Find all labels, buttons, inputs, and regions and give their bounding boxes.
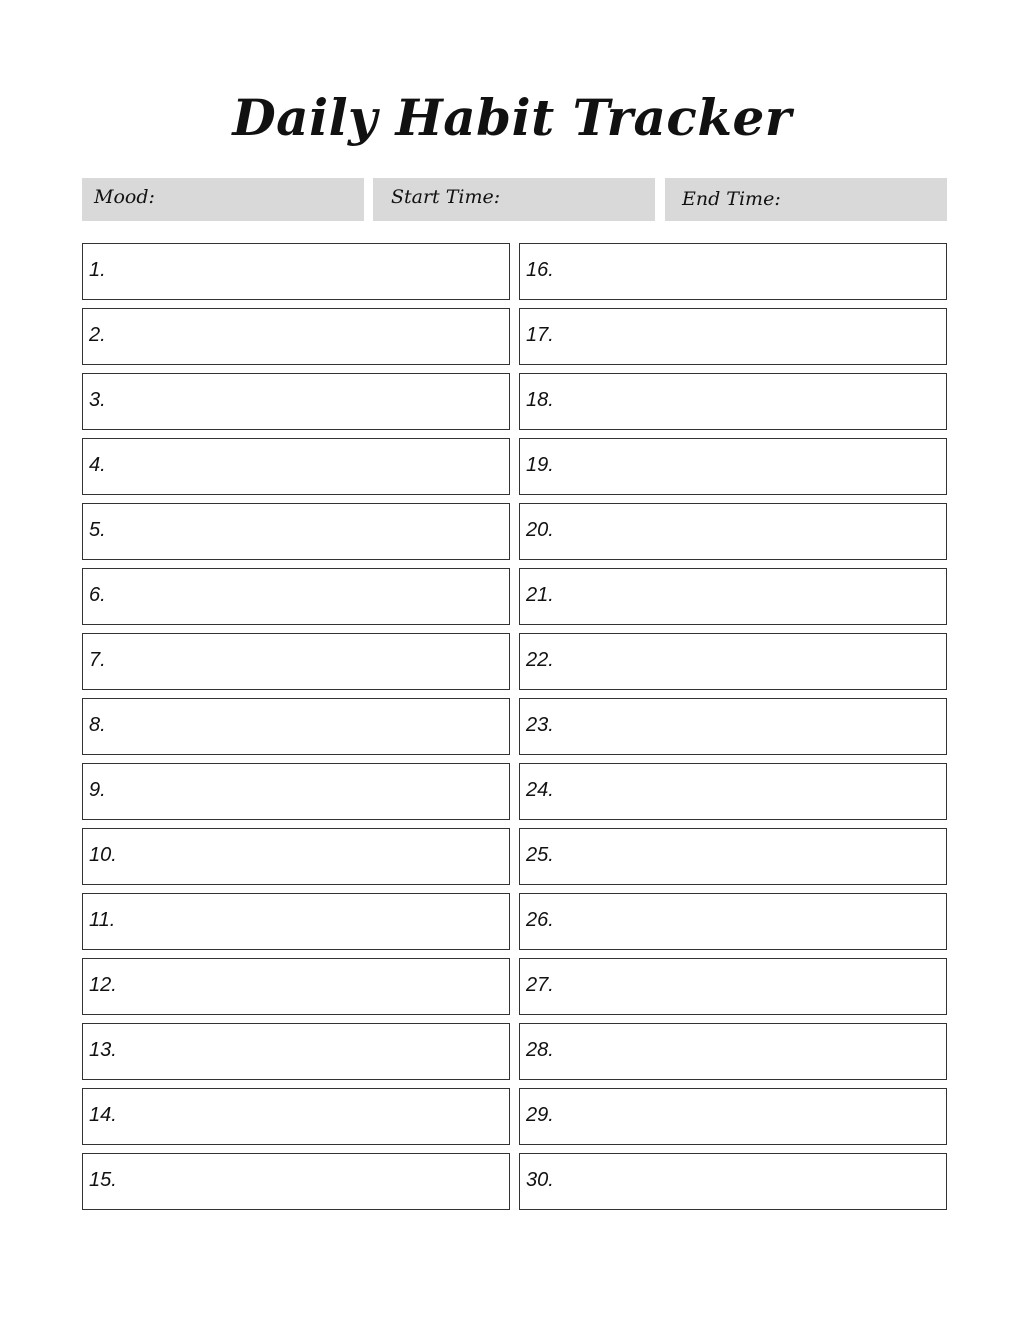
- mood-field[interactable]: [82, 178, 364, 221]
- habit-entry-box[interactable]: [82, 633, 510, 690]
- habit-entry-box[interactable]: [82, 893, 510, 950]
- habit-entry-box[interactable]: [82, 828, 510, 885]
- habit-column-right: [519, 243, 947, 1218]
- habit-number: 1.: [89, 259, 106, 281]
- habit-entry-box[interactable]: [519, 568, 947, 625]
- habit-entry-box[interactable]: [82, 1153, 510, 1210]
- habit-number: 4.: [89, 454, 106, 476]
- habit-number: 5.: [89, 519, 106, 541]
- habit-entry-box[interactable]: [519, 828, 947, 885]
- habit-number: 10.: [89, 844, 117, 866]
- habit-entry-box[interactable]: [519, 1088, 947, 1145]
- habit-number: 27.: [526, 974, 554, 996]
- habit-number: 29.: [526, 1104, 554, 1126]
- habit-entry-box[interactable]: [82, 1023, 510, 1080]
- habit-number: 8.: [89, 714, 106, 736]
- habit-number: 12.: [89, 974, 117, 996]
- habit-entry-box[interactable]: [519, 503, 947, 560]
- habit-entry-box[interactable]: [82, 698, 510, 755]
- habit-entry-box[interactable]: [519, 893, 947, 950]
- habit-number: 30.: [526, 1169, 554, 1191]
- habit-number: 24.: [526, 779, 554, 801]
- habit-column-left: [82, 243, 510, 1218]
- habit-number: 21.: [526, 584, 554, 606]
- habit-number: 14.: [89, 1104, 117, 1126]
- habit-entry-box[interactable]: [519, 243, 947, 300]
- habit-entry-box[interactable]: [82, 243, 510, 300]
- habit-number: 23.: [526, 714, 554, 736]
- habit-number: 19.: [526, 454, 554, 476]
- habit-entry-box[interactable]: [82, 568, 510, 625]
- habit-entry-box[interactable]: [82, 958, 510, 1015]
- habit-number: 13.: [89, 1039, 117, 1061]
- habit-number: 25.: [526, 844, 554, 866]
- end-time-label: End Time:: [682, 188, 781, 210]
- habit-number: 7.: [89, 649, 106, 671]
- habit-entry-box[interactable]: [519, 958, 947, 1015]
- habit-number: 11.: [89, 909, 116, 931]
- habit-entry-box[interactable]: [519, 698, 947, 755]
- end-time-field[interactable]: [665, 178, 947, 221]
- habit-number: 20.: [526, 519, 554, 541]
- habit-entry-box[interactable]: [519, 373, 947, 430]
- habit-entry-box[interactable]: [519, 1023, 947, 1080]
- habit-entry-box[interactable]: [82, 438, 510, 495]
- habit-number: 28.: [526, 1039, 554, 1061]
- habit-number: 17.: [526, 324, 554, 346]
- habit-entry-box[interactable]: [519, 1153, 947, 1210]
- habit-number: 18.: [526, 389, 554, 411]
- habit-number: 15.: [89, 1169, 117, 1191]
- habit-number: 3.: [89, 389, 106, 411]
- habit-entry-box[interactable]: [82, 308, 510, 365]
- habit-number: 9.: [89, 779, 106, 801]
- habit-entry-box[interactable]: [519, 633, 947, 690]
- habit-number: 6.: [89, 584, 106, 606]
- habit-number: 26.: [526, 909, 554, 931]
- page-title: Daily Habit Tracker: [232, 88, 792, 147]
- mood-label: Mood:: [94, 186, 155, 208]
- habit-entry-box[interactable]: [82, 373, 510, 430]
- habit-entry-box[interactable]: [82, 763, 510, 820]
- start-time-label: Start Time:: [391, 186, 501, 208]
- start-time-field[interactable]: [373, 178, 655, 221]
- habit-entry-box[interactable]: [519, 438, 947, 495]
- habit-entry-box[interactable]: [519, 308, 947, 365]
- habit-entry-box[interactable]: [519, 763, 947, 820]
- habit-number: 2.: [89, 324, 106, 346]
- habit-number: 22.: [526, 649, 554, 671]
- habit-number: 16.: [526, 259, 554, 281]
- habit-entry-box[interactable]: [82, 1088, 510, 1145]
- habit-entry-box[interactable]: [82, 503, 510, 560]
